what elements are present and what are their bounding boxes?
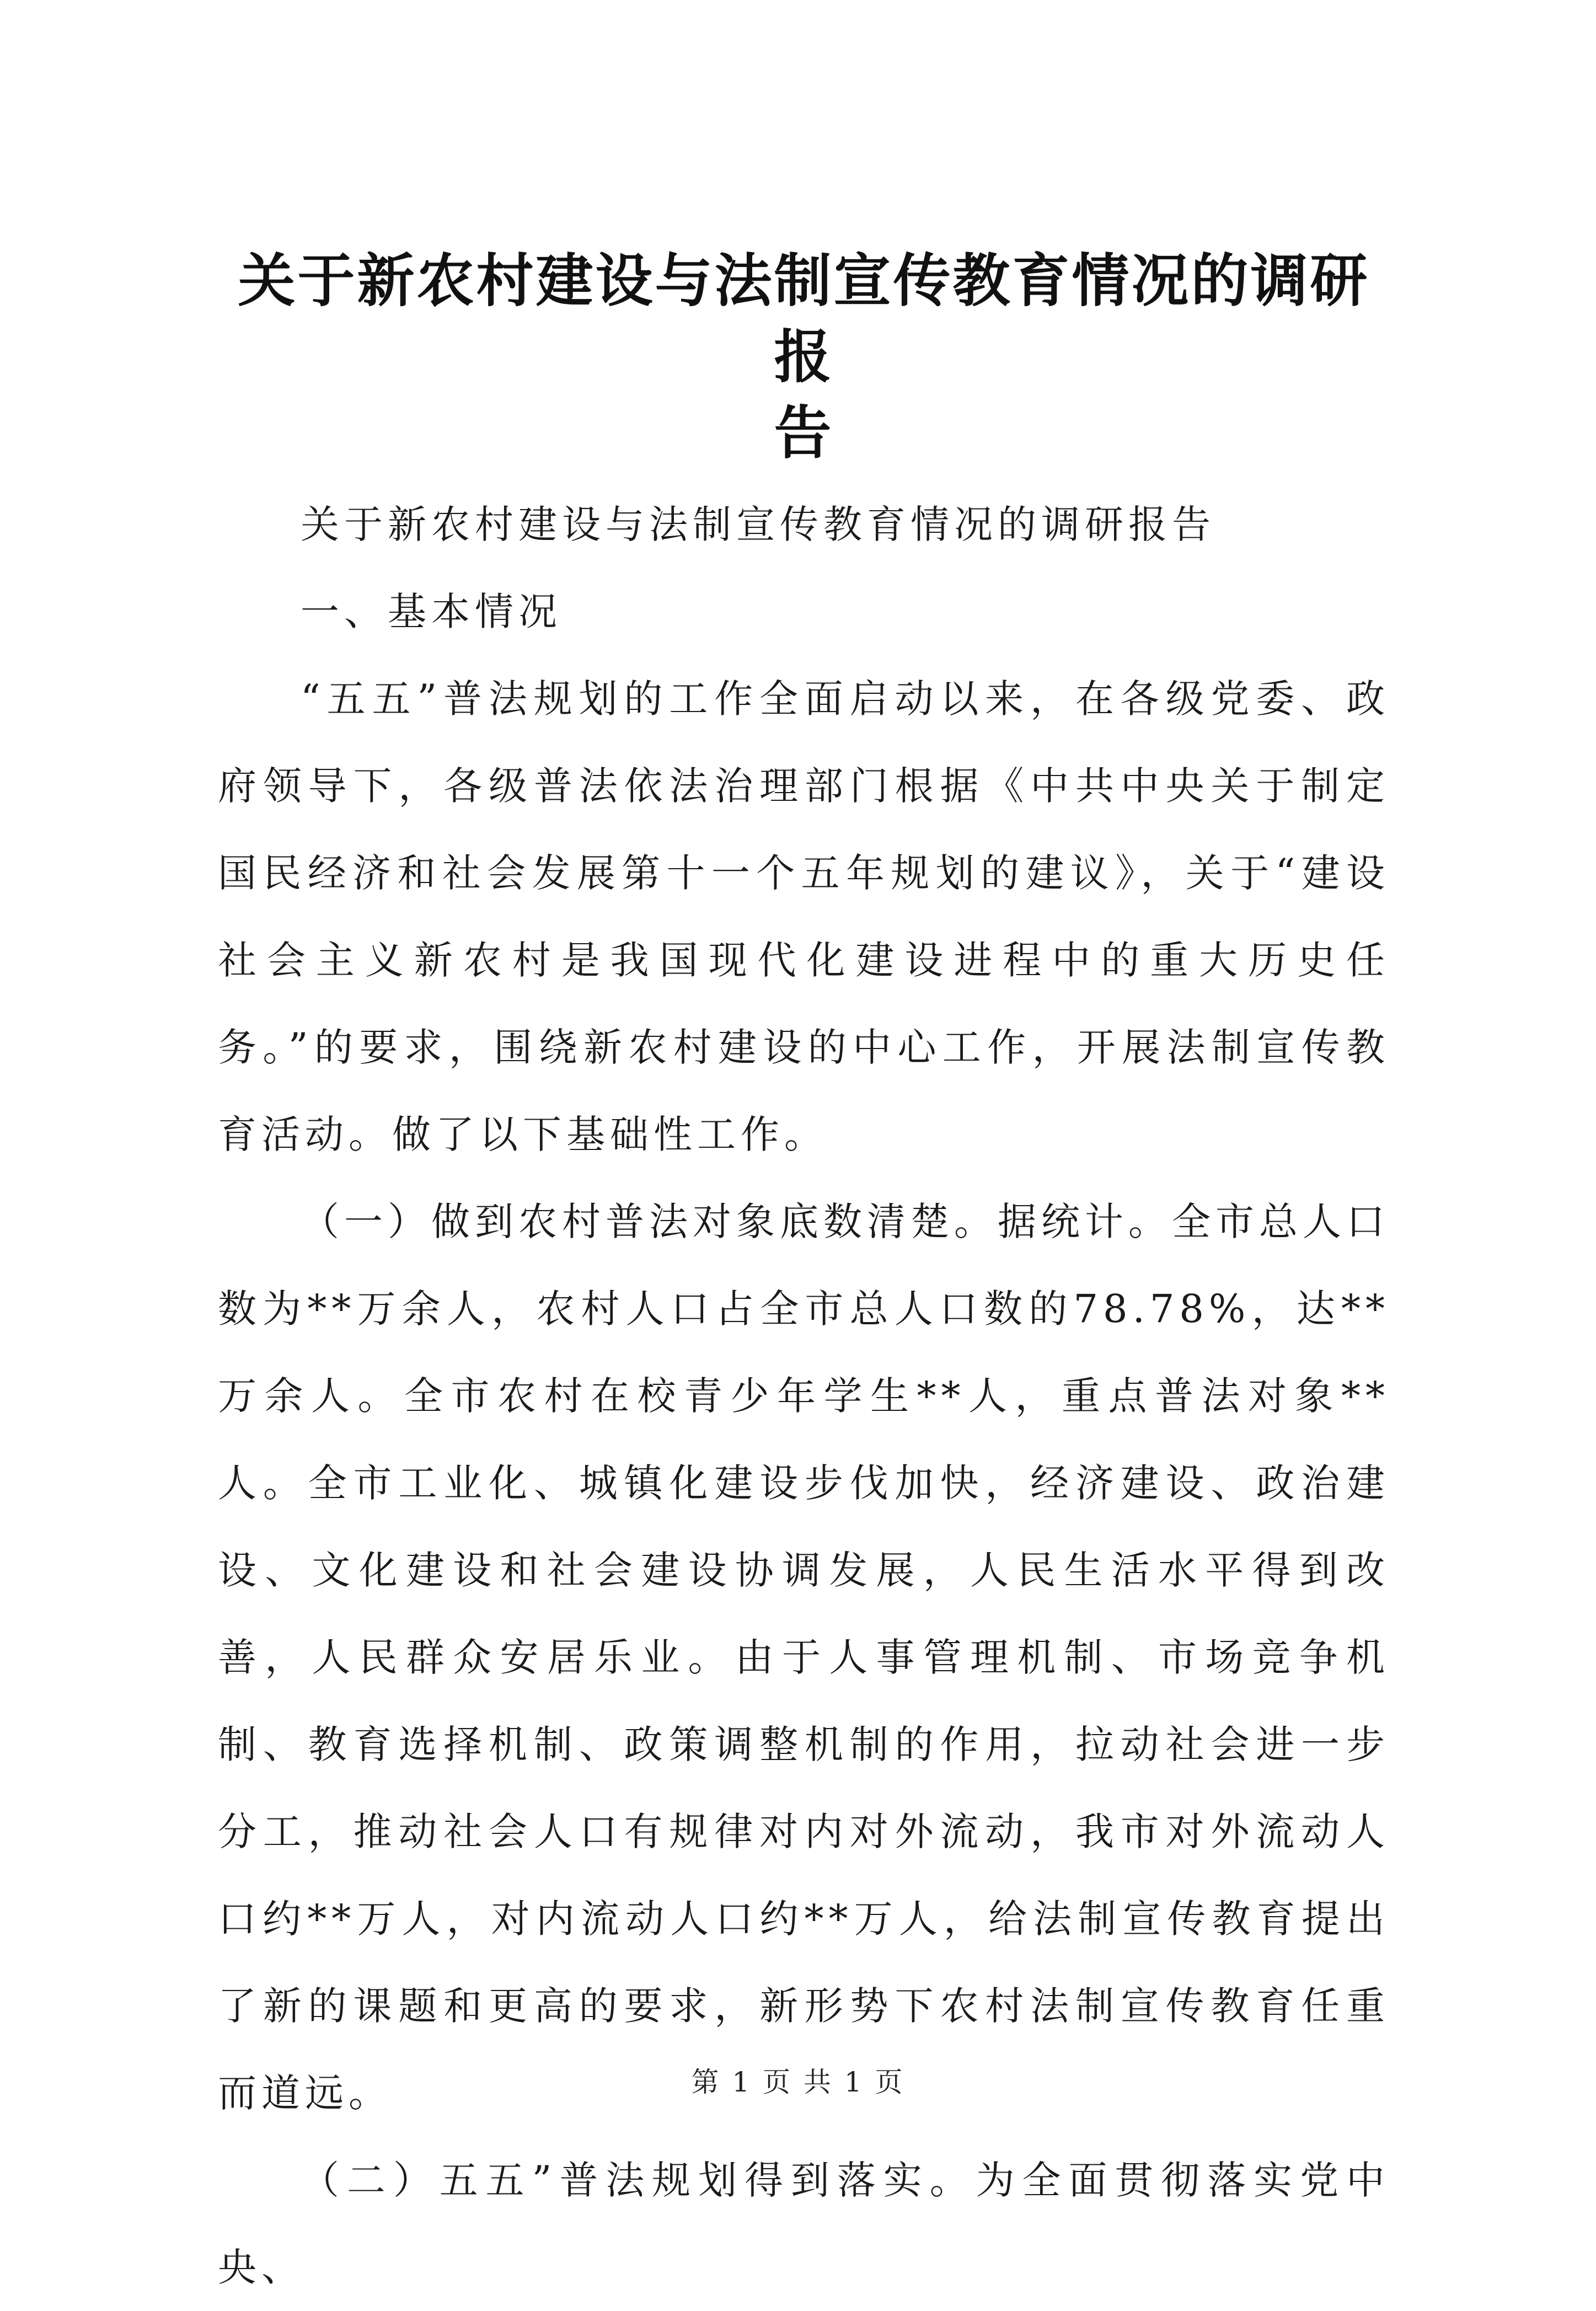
title-line-2: 告 bbox=[774, 399, 834, 467]
title-line-1: 关于新农村建设与法制宣传教育情况的调研报 bbox=[238, 247, 1370, 390]
document-body bbox=[218, 243, 1390, 2311]
page-number-footer: 第 1 页 共 1 页 bbox=[691, 2066, 905, 2098]
paragraph-item-2: （二）五五”普法规划得到落实。为全面贯彻落实党中央、 bbox=[218, 2158, 1390, 2290]
paragraph-intro: “五五”普法规划的工作全面启动以来，在各级党委、政府领导下，各级普法依法治理部门根据《中共中央关于制定国民经济和社会发展第十一个五年规划的建议》，关于“建设社会主义新农村是我国现代化建设进程中的重大历史任务。”的要求，围绕新农村建设的中心工作，开展法制宣传教育活动。做了以下基础性工作。 bbox=[218, 676, 1390, 1157]
document-title bbox=[218, 243, 1390, 471]
document-subtitle: 关于新农村建设与法制宣传教育情况的调研报告 bbox=[301, 502, 1215, 547]
section-heading: 一、基本情况 bbox=[301, 589, 562, 634]
paragraph-item-1: （一）做到农村普法对象底数清楚。据统计。全市总人口数为**万余人，农村人口占全市总人口数的78.78%，达**万余人。全市农村在校青少年学生**人，重点普法对象**人。全市工业化、城镇化建设步伐加快，经济建设、政治建设、文化建设和社会建设协调发展，人民生活水平得到改善，人民群众安居乐业。由于人事管理机制、市场竞争机制、教育选择机制、政策调整机制的作用，拉动社会进一步分工，推动社会人口有规律对内对外流动，我市对外流动人口约**万人，对内流动人口约**万人，给法制宣传教育提出了新的课题和更高的要求，新形势下农村法制宣传教育任重而道远。 bbox=[218, 1199, 1390, 2116]
